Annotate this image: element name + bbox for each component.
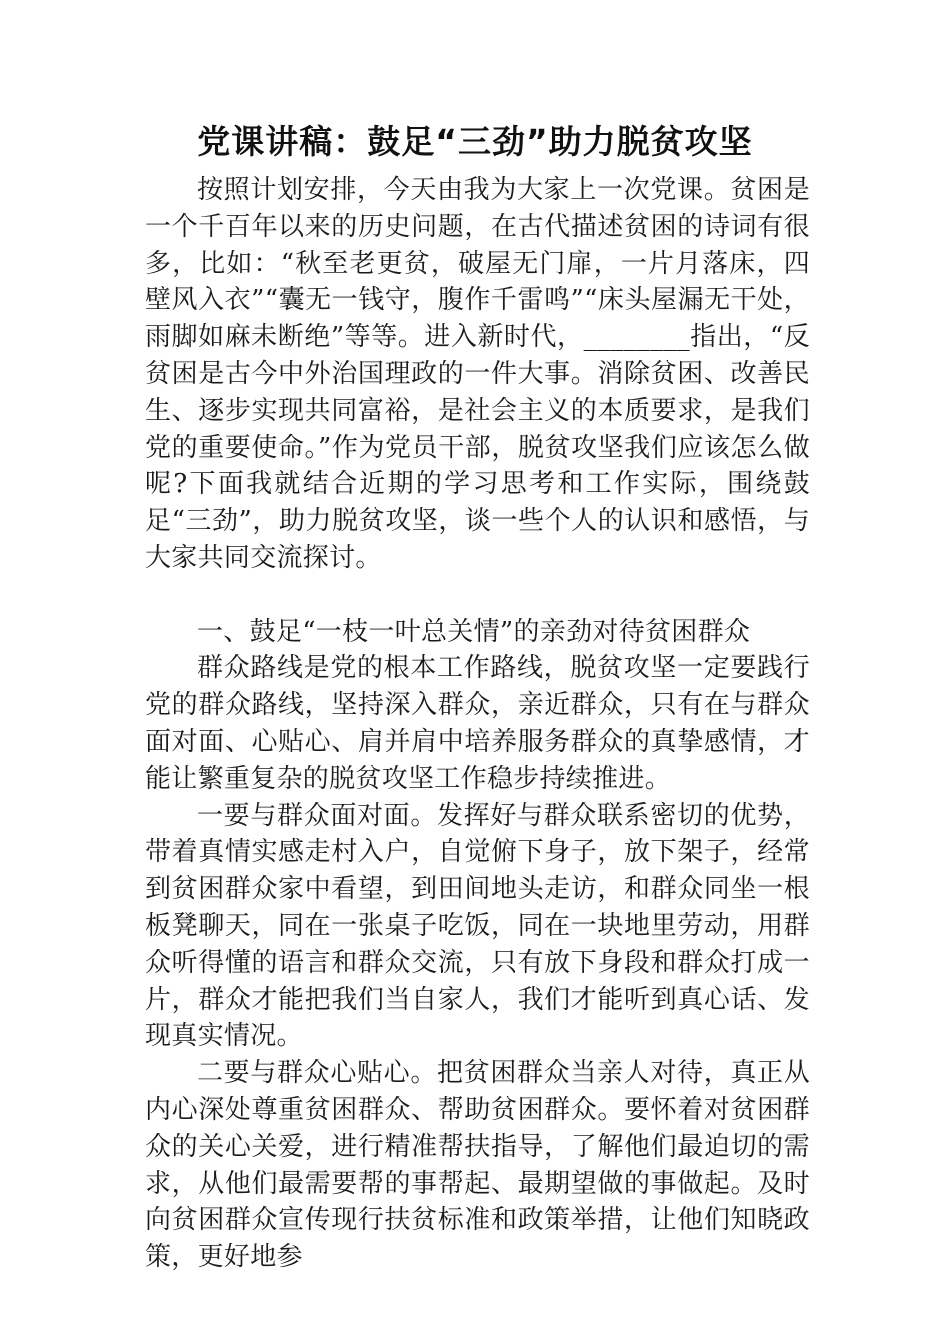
document-body	[145, 172, 810, 1276]
intro-paragraph: 按照计划安排，今天由我为大家上一次党课。贫困是一个千百年以来的历史问题，在古代描述贫困的诗词有很多，比如：“秋至老更贫，破屋无门扉，一片月落床，四壁风入衣”“囊无一钱守，腹作千雷鸣”“床头屋漏无干处，雨脚如麻未断绝”等等。进入新时代，________指出，“反贫困是古今中外治国理政的一件大事。消除贫困、改善民生、逐步实现共同富裕，是社会主义的本质要求，是我们党的重要使命。”作为党员干部，脱贫攻坚我们应该怎么做呢?下面我就结合近期的学习思考和工作实际，围绕鼓足“三劲”，助力脱贫攻坚，谈一些个人的认识和感悟，与大家共同交流探讨。	[145, 175, 810, 573]
point1-paragraph: 一要与群众面对面。发挥好与群众联系密切的优势，带着真情实感走村入户，自觉俯下身子，放下架子，经常到贫困群众家中看望，到田间地头走访，和群众同坐一根板凳聊天，同在一张桌子吃饭，同在一块地里劳动，用群众听得懂的语言和群众交流，只有放下身段和群众打成一片，群众才能把我们当自家人，我们才能听到真心话、发现真实情况。	[145, 800, 810, 1052]
paragraph-spacer	[145, 577, 810, 614]
section-heading-1: 一、鼓足“一枝一叶总关情”的亲劲对待贫困群众	[197, 616, 751, 647]
point2-paragraph: 二要与群众心贴心。把贫困群众当亲人对待，真正从内心深处尊重贫困群众、帮助贫困群众。要怀着对贫困群众的关心关爱，进行精准帮扶指导，了解他们最迫切的需求，从他们最需要帮的事帮起、最期望做的事做起。及时向贫困群众宣传现行扶贫标准和政策举措，让他们知晓政策，更好地参	[145, 1058, 810, 1273]
document-title: 党课讲稿：鼓足“三劲”助力脱贫攻坚	[197, 122, 753, 161]
section1-intro-paragraph: 群众路线是党的根本工作路线，脱贫攻坚一定要践行党的群众路线，坚持深入群众，亲近群众，只有在与群众面对面、心贴心、肩并肩中培养服务群众的真挚感情，才能让繁重复杂的脱贫攻坚工作稳步持续推进。	[145, 653, 810, 794]
